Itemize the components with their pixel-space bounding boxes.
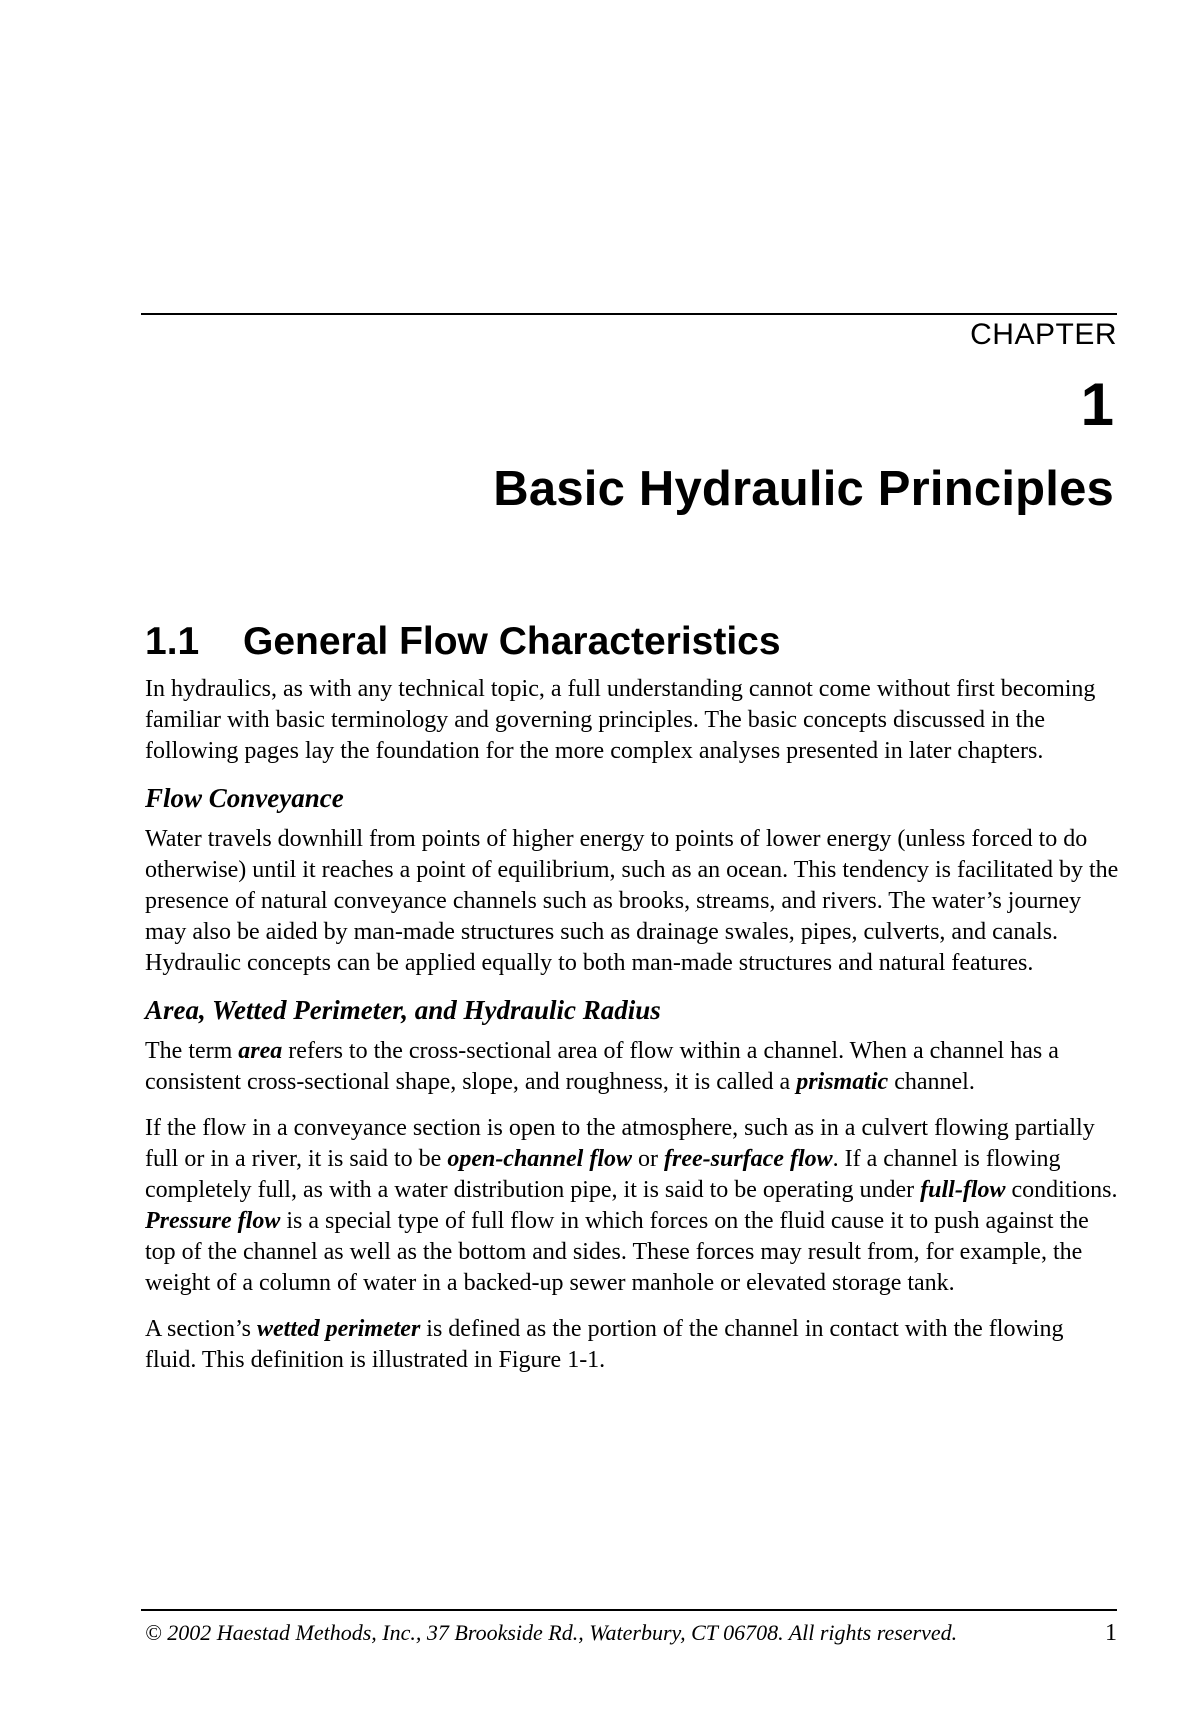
flow-types-paragraph — [145, 1113, 1120, 1299]
body-text — [145, 674, 1120, 1391]
area-paragraph — [145, 1036, 1120, 1098]
top-rule — [141, 313, 1117, 315]
text-run: refers to the cross-sectional area of flow within a channel. When a channel has a consistent cross-sectional shape, slope, and roughness, it is called a — [145, 1038, 1059, 1095]
flow-conveyance-paragraph: Water travels downhill from points of higher energy to points of lower energy (unless forced to do otherwise) until it reaches a point of equilibrium, such as an ocean. This tendency is facilitated by the presence of natural conveyance channels such as brooks, streams, and rivers. The water’s journey may also be aided by man-made structures such as drainage swales, pipes, culverts, and canals. Hydraulic concepts can be applied equally to both man-made structures and natural features. — [145, 826, 1119, 976]
text-run: or — [632, 1146, 664, 1172]
term-pressure-flow: Pressure flow — [145, 1208, 281, 1234]
intro-paragraph: In hydraulics, as with any technical topic, a full understanding cannot come without first becoming familiar with basic terminology and governing principles. The basic concepts discussed in the following pages lay the foundation for the more complex analyses presented in later chapters. — [145, 676, 1096, 764]
text-run: . If a channel is flowing completely full, as with a water distribution pipe, it is said to be operating under — [145, 1146, 1061, 1203]
flow-conveyance-heading: Flow Conveyance — [145, 783, 344, 813]
text-run: is defined as the portion of the channel in contact with the flowing fluid. This definition is illustrated in Figure 1-1. — [145, 1316, 1064, 1373]
chapter-label: CHAPTER — [970, 318, 1117, 351]
footer-rule — [141, 1609, 1117, 1611]
term-prismatic: prismatic — [796, 1069, 889, 1095]
term-area: area — [238, 1038, 283, 1064]
text-run: channel. — [888, 1069, 975, 1095]
term-full-flow: full-flow — [920, 1177, 1006, 1203]
copyright-notice: © 2002 Haestad Methods, Inc., 37 Brookside Rd., Waterbury, CT 06708. All rights reserved. — [145, 1620, 958, 1645]
page-number: 1 — [1105, 1620, 1117, 1646]
text-run: is a special type of full flow in which forces on the fluid cause it to push against the top of the channel as well as the bottom and sides. These forces may result from, for example, the weight of a column of water in a backed-up sewer manhole or elevated storage tank. — [145, 1208, 1089, 1296]
term-free-surface-flow: free-surface flow — [664, 1146, 833, 1172]
term-wetted-perimeter: wetted perimeter — [257, 1316, 421, 1342]
section-title: General Flow Characteristics — [243, 620, 781, 663]
wetted-perimeter-paragraph — [145, 1314, 1120, 1376]
section-heading — [145, 622, 781, 661]
area-section-heading: Area, Wetted Perimeter, and Hydraulic Radius — [145, 995, 661, 1025]
term-open-channel-flow: open-channel flow — [447, 1146, 632, 1172]
chapter-title: Basic Hydraulic Principles — [493, 462, 1114, 516]
page-footer — [145, 1620, 1117, 1646]
text-run: If the flow in a conveyance section is open to the atmosphere, such as in a culvert flowing partially full or in a river, it is said to be — [145, 1115, 1095, 1172]
text-run: conditions. — [1005, 1177, 1118, 1203]
text-run: A section’s — [145, 1316, 257, 1342]
text-run: The term — [145, 1038, 239, 1064]
section-number: 1.1 — [145, 620, 200, 663]
chapter-number: 1 — [1080, 371, 1114, 438]
